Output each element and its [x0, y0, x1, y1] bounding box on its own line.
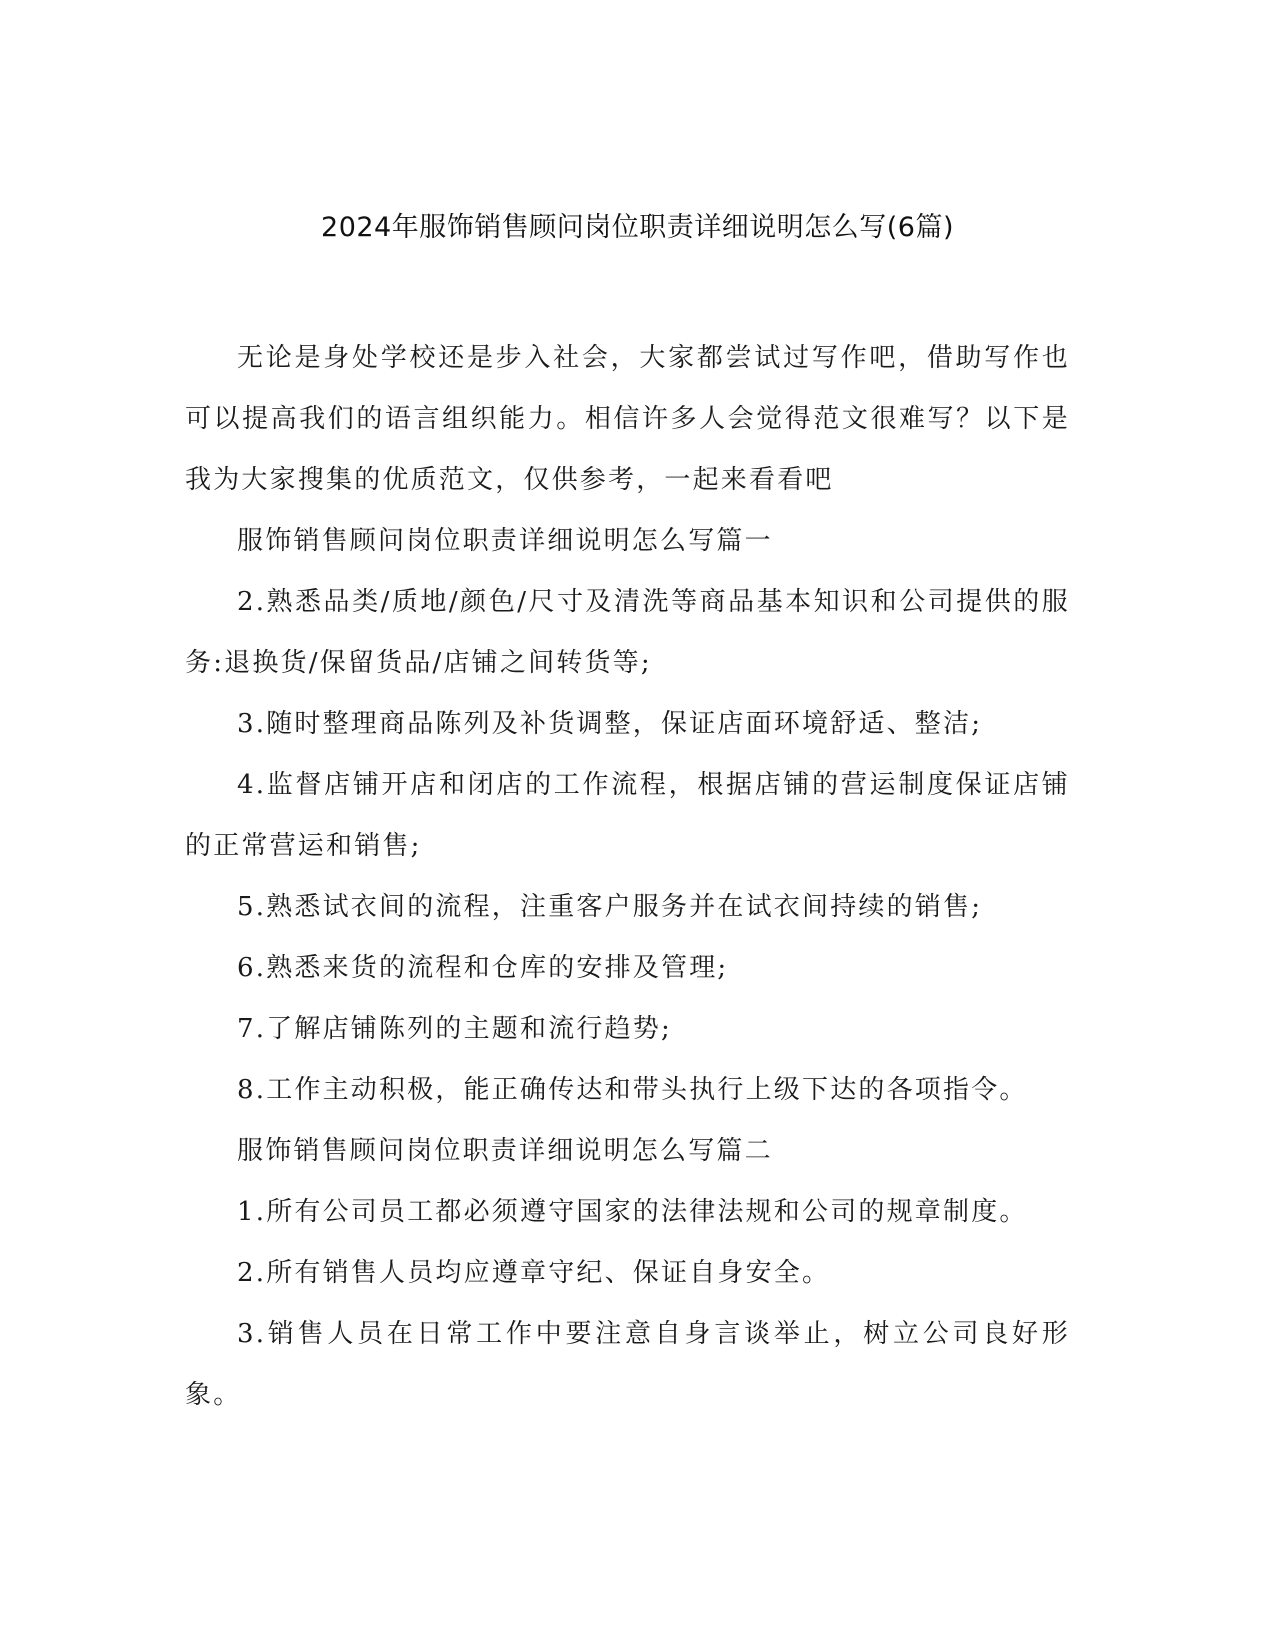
intro-paragraph: 无论是身处学校还是步入社会，大家都尝试过写作吧，借助写作也可以提高我们的语言组织能力。相信许多人会觉得范文很难写？以下是我为大家搜集的优质范文，仅供参考，一起来看看吧 — [185, 343, 1070, 495]
list-item: 7.了解店铺陈列的主题和流行趋势; — [237, 1014, 672, 1044]
list-item: 8.工作主动积极，能正确传达和带头执行上级下达的各项指令。 — [237, 1075, 1028, 1105]
list-item: 1.所有公司员工都必须遵守国家的法律法规和公司的规章制度。 — [237, 1197, 1028, 1227]
list-item: 3.销售人员在日常工作中要注意自身言谈举止，树立公司良好形象。 — [185, 1319, 1070, 1410]
list-item: 2.所有销售人员均应遵章守纪、保证自身安全。 — [237, 1258, 831, 1288]
list-item: 3.随时整理商品陈列及补货调整，保证店面环境舒适、整洁; — [237, 709, 983, 739]
section-heading-2: 服饰销售顾问岗位职责详细说明怎么写篇二 — [237, 1136, 773, 1166]
list-item: 5.熟悉试衣间的流程，注重客户服务并在试衣间持续的销售; — [237, 892, 983, 922]
document-title: 2024年服饰销售顾问岗位职责详细说明怎么写(6篇) — [321, 212, 954, 243]
document-body — [185, 328, 1070, 1426]
section-heading-1: 服饰销售顾问岗位职责详细说明怎么写篇一 — [237, 526, 773, 556]
list-item: 2.熟悉品类/质地/颜色/尺寸及清洗等商品基本知识和公司提供的服务:退换货/保留货品/店铺之间转货等; — [185, 587, 1070, 678]
list-item: 4.监督店铺开店和闭店的工作流程，根据店铺的营运制度保证店铺的正常营运和销售; — [185, 770, 1070, 861]
list-item: 6.熟悉来货的流程和仓库的安排及管理; — [237, 953, 729, 983]
